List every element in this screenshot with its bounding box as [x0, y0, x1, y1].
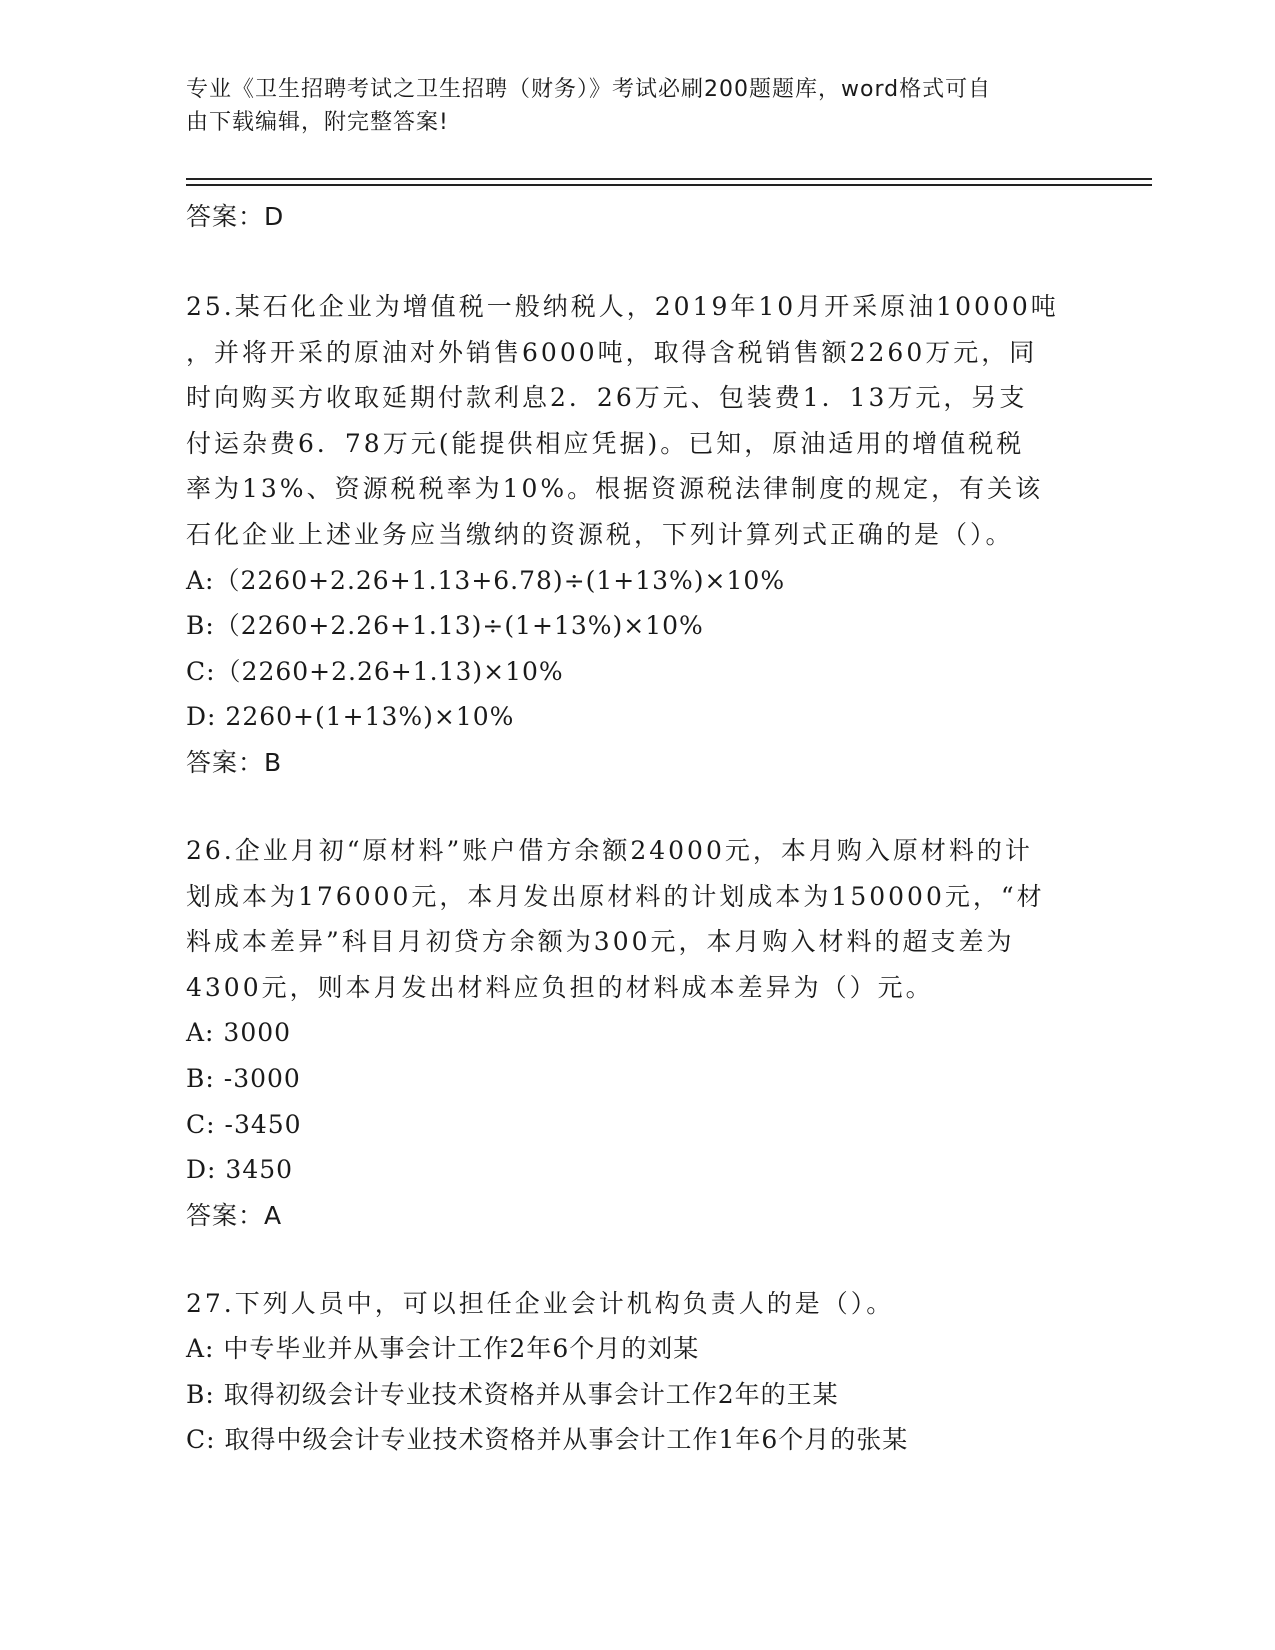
question-text-line: 石化企业上述业务应当缴纳的资源税，下列计算列式正确的是（）。 [186, 519, 1014, 549]
question-text-line: 料成本差异”科目月初贷方余额为300元，本月购入材料的超支差为 [186, 927, 1015, 957]
question-text-line: 付运杂费6．78万元(能提供相应凭据)。已知，原油适用的增值税税 [186, 428, 1025, 458]
question-27 [186, 1281, 1086, 1463]
option-d: D: 3450 [186, 1155, 294, 1185]
option-c: C: -3450 [186, 1109, 302, 1139]
answer-label: 答案：D [186, 202, 285, 231]
option-c: C: 取得中级会计专业技术资格并从事会计工作1年6个月的张某 [186, 1425, 909, 1455]
question-list [186, 194, 1086, 1505]
option-a: A:（2260+2.26+1.13+6.78)÷(1+13%)×10% [186, 565, 786, 595]
question-25 [186, 284, 1086, 786]
question-text-line: 26.企业月初“原材料”账户借方余额24000元，本月购入原材料的计 [186, 835, 1033, 865]
question-text-line: ，并将开采的原油对外销售6000吨，取得含税销售额2260万元，同 [186, 337, 1038, 367]
answer-label: 答案：A [186, 1200, 283, 1230]
question-text-line: 时向购买方收取延期付款利息2．26万元、包装费1．13万元，另支 [186, 383, 1028, 413]
option-a: A: 3000 [186, 1018, 292, 1048]
question-26 [186, 828, 1086, 1239]
option-b: B:（2260+2.26+1.13)÷(1+13%)×10% [186, 611, 704, 641]
header-divider [186, 178, 1152, 180]
question-text-line: 27.下列人员中，可以担任企业会计机构负责人的是（）。 [186, 1288, 895, 1318]
question-text-line: 4300元，则本月发出材料应负担的材料成本差异为（）元。 [186, 972, 934, 1002]
answer-label: 答案：B [186, 747, 283, 777]
question-text-line: 25.某石化企业为增值税一般纳税人，2019年10月开采原油10000吨 [186, 292, 1059, 321]
option-a: A: 中专毕业并从事会计工作2年6个月的刘某 [186, 1334, 700, 1364]
option-b: B: -3000 [186, 1063, 301, 1093]
option-b: B: 取得初级会计专业技术资格并从事会计工作2年的王某 [186, 1379, 839, 1409]
header-divider [186, 184, 1152, 186]
question-text-line: 率为13%、资源税税率为10%。根据资源税法律制度的规定，有关该 [186, 474, 1044, 504]
document-header [186, 73, 1086, 139]
option-c: C:（2260+2.26+1.13)×10% [186, 656, 564, 686]
question-text-line: 划成本为176000元，本月发出原材料的计划成本为150000元，“材 [186, 881, 1045, 911]
option-d: D: 2260+(1+13%)×10% [186, 702, 515, 732]
header-line: 由下载编辑，附完整答案! [186, 110, 449, 135]
header-line: 专业《卫生招聘考试之卫生招聘（财务）》考试必刷200题题库，word格式可自 [186, 77, 992, 102]
